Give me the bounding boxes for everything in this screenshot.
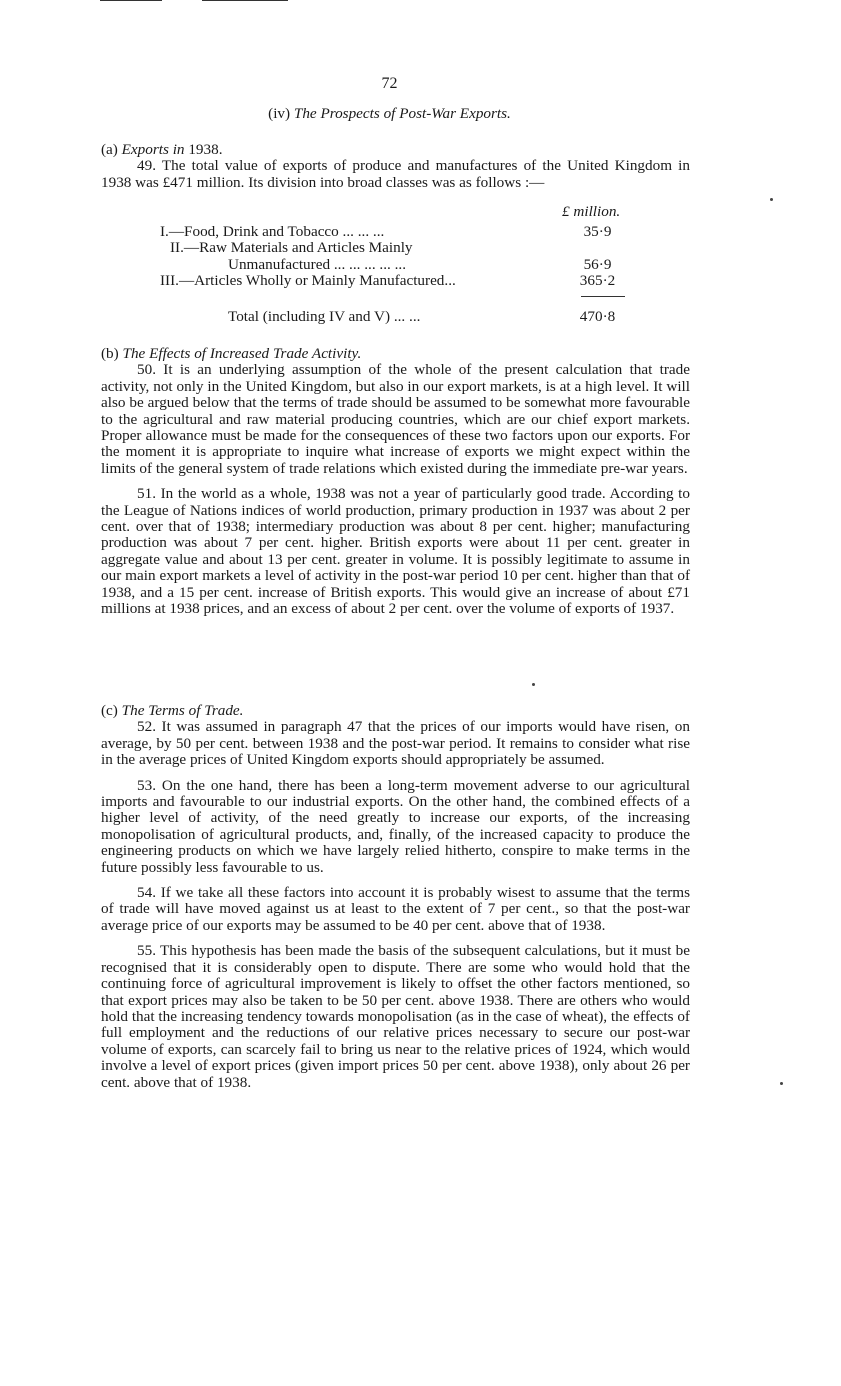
row-value: 365·2 — [579, 272, 616, 290]
top-edge-line-right — [202, 0, 288, 1]
paragraph-51: 51. In the world as a whole, 1938 was not a year of particularly good trade. According to the League of Nations indices of world production, primary production in 1937 was about 2 per cent. over that of 1938; intermediary production was about 8 per cent. higher; manufacturing production was about 7 per cent. higher. British exports were about 11 per cent. greater in aggregate value and about 13 per cent. greater in volume. It is possibly legitimate to assume in our main export markets a level of activity in the post-war period 10 per cent. higher than that of 1938, and a 15 per cent. increase of British exports. This would give an increase of about £71 millions at 1938 prices, and an excess of about 2 per cent. over the volume of exports of 1937. — [101, 485, 690, 618]
subsection-c — [101, 703, 690, 1091]
subsection-b-title: The Effects of Increased Trade Activity. — [122, 345, 362, 362]
paragraph-53: 53. On the one hand, there has been a long-term movement adverse to our agricultural imports and favourable to our industrial exports. On the other hand, the combined effects of a higher level of activity, of the need greatly to increase our exports, of the increasing monopolisation of agricultural products, and, finally, of the increased capacity to produce the engineering products on which we have largely relied hitherto, conspire to make terms in the future possibly less favourable to us. — [101, 776, 690, 876]
subsection-a-heading — [101, 142, 690, 158]
subsection-a-title: Exports in — [121, 141, 185, 158]
subsection-c-title: The Terms of Trade. — [121, 702, 244, 719]
paragraph-49: 49. The total value of exports of produce and manufactures of the United Kingdom in 1938 was £471 million. Its division into broad classes was as follows :— — [101, 157, 690, 191]
exports-table — [160, 224, 640, 290]
page-number: 72 — [381, 75, 398, 92]
row-label: II.—Raw Materials and Articles Mainly — [170, 239, 413, 257]
subsection-c-label: (c) — [101, 702, 118, 719]
total-rule — [581, 296, 625, 297]
table-row — [160, 273, 640, 289]
total-value: 470·8 — [579, 308, 616, 325]
table-unit-heading: £ million. — [562, 203, 621, 220]
subsection-a-year: 1938. — [188, 141, 223, 158]
row-label: III.—Articles Wholly or Mainly Manufactured... — [160, 272, 456, 290]
table-row — [160, 257, 640, 273]
exports-table-total — [160, 309, 640, 325]
paragraph-55: 55. This hypothesis has been made the basis of the subsequent calculations, but it must be recognised that it is considerably open to dispute. There are some who would hold that the continuing force of agricultural improvement is likely to offset the other factors mentioned, so that export prices may also be taken to be 50 per cent. above 1938. There are others who would hold that the increasing tendency towards monopolisation (as in the case of wheat), the effects of full employment and the reductions of our relative prices necessary to secure our post-war volume of exports, can scarcely fail to bring us near to the relative prices of 1924, which would involve a level of export prices (given import prices 50 per cent. above 1938), only about 26 per cent. above that of 1938. — [101, 942, 690, 1091]
subsection-b-heading — [101, 346, 690, 362]
top-edge-line-left — [100, 0, 162, 1]
total-label: Total (including IV and V) ... ... — [228, 308, 421, 325]
subsection-b — [101, 346, 690, 618]
table-total-row — [160, 309, 640, 325]
row-label: I.—Food, Drink and Tobacco ... ... ... — [160, 223, 385, 240]
row-label: Unmanufactured ... ... ... ... ... — [228, 255, 406, 273]
table-row — [160, 224, 640, 240]
section-title-text: The Prospects of Post-War Exports. — [293, 105, 511, 122]
paragraph-54: 54. If we take all these factors into account it is probably wisest to assume that the terms of trade will have moved against us at least to the extent of 7 per cent., so that the post-war average price of our exports may be assumed to be 40 per cent. above that of 1938. — [101, 884, 690, 934]
section-prefix: (iv) — [268, 105, 291, 122]
subsection-a-label: (a) — [101, 141, 118, 158]
subsection-a — [101, 142, 690, 191]
section-title — [0, 106, 779, 122]
scan-speck — [532, 683, 535, 686]
paragraph-52: 52. It was assumed in paragraph 47 that the prices of our imports would have risen, on average, by 50 per cent. between 1938 and the post-war period. It remains to consider what rise in the average prices of United Kingdom exports should appropriately be assumed. — [101, 718, 690, 769]
table-row — [160, 240, 640, 256]
subsection-b-label: (b) — [101, 345, 119, 362]
scan-speck — [780, 1082, 783, 1085]
scan-speck — [770, 198, 773, 201]
row-value: 56·9 — [583, 255, 612, 273]
row-value: 35·9 — [583, 223, 612, 240]
subsection-c-heading — [101, 703, 690, 719]
paragraph-50: 50. It is an underlying assumption of the whole of the present calculation that trade activity, not only in the United Kingdom, but also in our export markets, is at a high level. It will also be argued below that the terms of trade should be assumed to be somewhat more favourable to the agricultural and raw material producing countries, which are our chief export markets. Proper allowance must be made for the consequences of these two factors upon our exports. For the moment it is appropriate to inquire what increase of exports we might expect within the limits of the general system of trade relations which existed during the immediate pre-war years. — [101, 361, 690, 477]
